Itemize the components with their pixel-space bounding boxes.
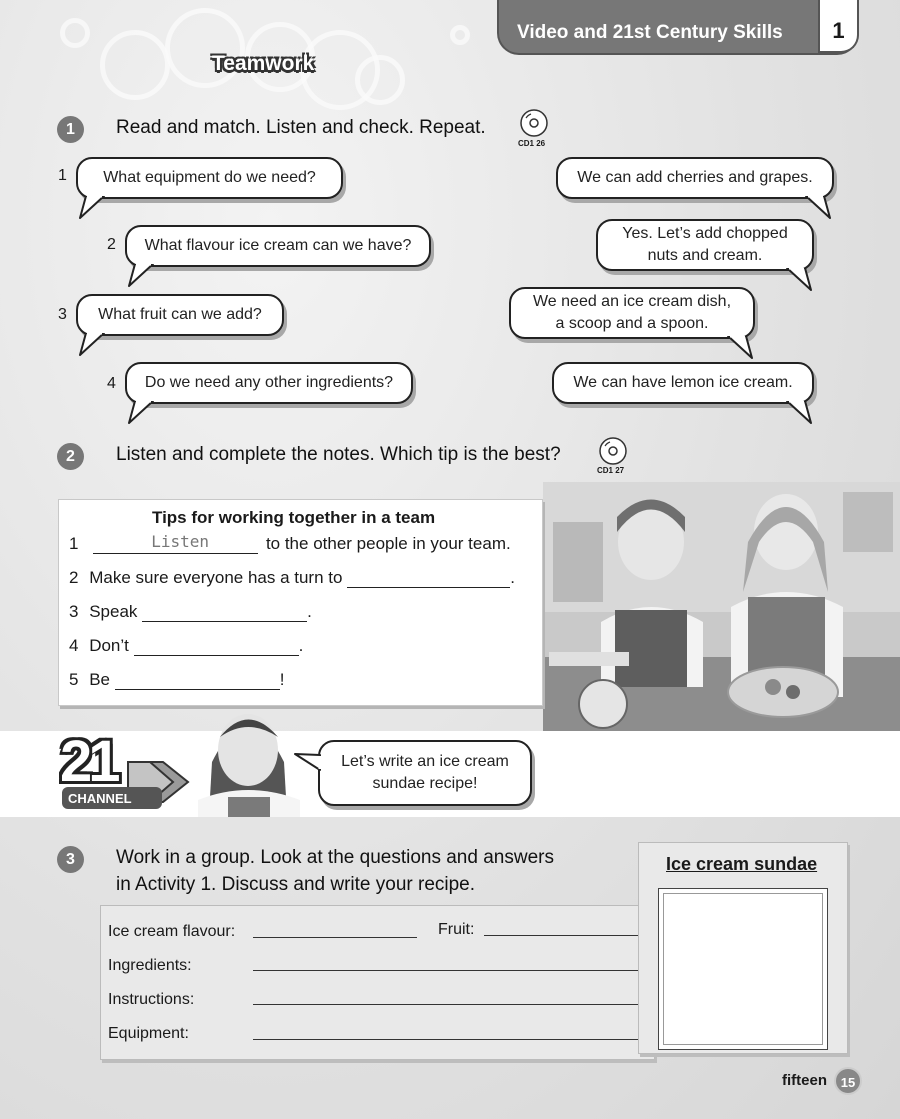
equipment-label: Equipment: (108, 1025, 189, 1042)
speech-tail (783, 401, 813, 425)
tip-text-after: . (510, 568, 515, 587)
page-word: fifteen (782, 1072, 827, 1089)
tip-text-after: to the other people in your team. (265, 534, 511, 553)
tip-number: 1 (69, 534, 79, 553)
tip-answer-blank[interactable] (134, 638, 299, 656)
speech-tail (802, 196, 832, 220)
decorative-circle (450, 25, 470, 45)
tip-answer-blank[interactable] (115, 672, 280, 690)
tips-title: Tips for working together in a team (152, 508, 436, 527)
answer-text: We can add cherries and grapes. (577, 169, 813, 187)
speech-line: Let’s write an ice cream (341, 753, 509, 771)
answer-text: We can have lemon ice cream. (573, 374, 793, 392)
answer-bubble[interactable] (596, 219, 814, 271)
tip-text-before: Make sure everyone has a turn to (89, 568, 343, 587)
decorative-circle (165, 8, 245, 88)
cd-icon (598, 436, 628, 466)
tip-number: 5 (69, 670, 79, 689)
sundae-title: Ice cream sundae (666, 854, 818, 874)
question-number: 1 (58, 167, 67, 184)
fruit-label: Fruit: (438, 921, 475, 938)
question-number: 3 (58, 306, 67, 323)
activity-2-number: 2 (57, 443, 84, 470)
question-bubble[interactable] (125, 362, 413, 404)
tip-row (69, 670, 284, 690)
tip-answer: Listen (151, 532, 209, 551)
activity-3-number: 3 (57, 846, 84, 873)
tip-answer-blank[interactable] (142, 604, 307, 622)
speech-line: sundae recipe! (372, 775, 478, 792)
question-text: What equipment do we need? (103, 169, 316, 187)
decorative-circle (100, 30, 170, 100)
tip-number: 4 (69, 636, 79, 655)
answer-text-line: Yes. Let’s add chopped (622, 225, 788, 243)
tip-text-after: . (307, 602, 312, 621)
page-number: 15 (834, 1067, 862, 1095)
tip-number: 2 (69, 568, 79, 587)
activity-3-instruction-line: Work in a group. Look at the questions and answers (116, 847, 554, 868)
tip-text-before: Speak (89, 602, 138, 621)
kitchen-photo (543, 482, 900, 731)
speech-tail (127, 264, 157, 288)
activity-1-instruction: Read and match. Listen and check. Repeat. (116, 117, 486, 138)
equipment-line[interactable] (253, 1039, 648, 1040)
tip-row (69, 636, 303, 656)
speech-tail (78, 333, 108, 357)
sundae-drawing-box[interactable] (658, 888, 828, 1050)
tip-answer-blank[interactable] (93, 532, 258, 554)
tip-text-before: Be (89, 670, 110, 689)
ingredients-label: Ingredients: (108, 957, 192, 974)
decorative-circle (60, 18, 90, 48)
question-text: Do we need any other ingredients? (144, 374, 394, 392)
answer-text-line: nuts and cream. (647, 247, 763, 264)
channel-logo-number: 21 (60, 729, 117, 794)
channel-speech-bubble (318, 740, 532, 806)
unit-number: 1 (818, 0, 859, 53)
flavour-line[interactable] (253, 937, 417, 938)
answer-text-line: We need an ice cream dish, (532, 293, 732, 311)
flavour-label: Ice cream flavour: (108, 923, 236, 940)
question-bubble[interactable] (76, 294, 284, 336)
speech-tail (724, 336, 754, 360)
section-title: Video and 21st Century Skills (517, 22, 783, 43)
answer-bubble[interactable] (509, 287, 755, 339)
question-text: What flavour ice cream can we have? (144, 237, 412, 255)
answer-bubble[interactable] (556, 157, 834, 199)
speech-tail (293, 752, 323, 774)
tip-text-after: . (298, 636, 304, 655)
cd-icon (519, 108, 549, 138)
tip-number: 3 (69, 602, 79, 621)
tip-row (69, 602, 312, 622)
channel-logo-text: CHANNEL (68, 791, 132, 806)
tip-row (69, 534, 511, 554)
girl-photo (190, 692, 310, 817)
question-bubble[interactable] (76, 157, 343, 199)
decorative-circle (355, 55, 405, 105)
question-bubble[interactable] (125, 225, 431, 267)
speech-tail (78, 196, 108, 220)
answer-text-line: a scoop and a spoon. (555, 315, 709, 332)
activity-1-number: 1 (57, 116, 84, 143)
ingredients-line[interactable] (253, 970, 648, 971)
instructions-label: Instructions: (108, 991, 195, 1008)
answer-bubble[interactable] (552, 362, 814, 404)
activity-3-instruction-line: in Activity 1. Discuss and write your recipe. (116, 874, 476, 895)
cd-track-label: CD1 27 (597, 466, 625, 475)
tip-text-after: ! (279, 670, 285, 689)
tip-row (69, 568, 515, 588)
tip-answer-blank[interactable] (347, 570, 510, 588)
speech-tail (783, 268, 813, 292)
fruit-line[interactable] (484, 935, 648, 936)
question-text: What fruit can we add? (98, 306, 262, 324)
instructions-line[interactable] (253, 1004, 648, 1005)
question-number: 2 (107, 236, 116, 253)
question-number: 4 (107, 375, 116, 392)
cd-track-label: CD1 26 (518, 139, 546, 148)
teamwork-badge: Teamwork (212, 52, 315, 75)
tip-text-before: Don’t (89, 636, 129, 655)
activity-2-instruction: Listen and complete the notes. Which tip is the best? (116, 444, 561, 465)
speech-tail (127, 401, 157, 425)
